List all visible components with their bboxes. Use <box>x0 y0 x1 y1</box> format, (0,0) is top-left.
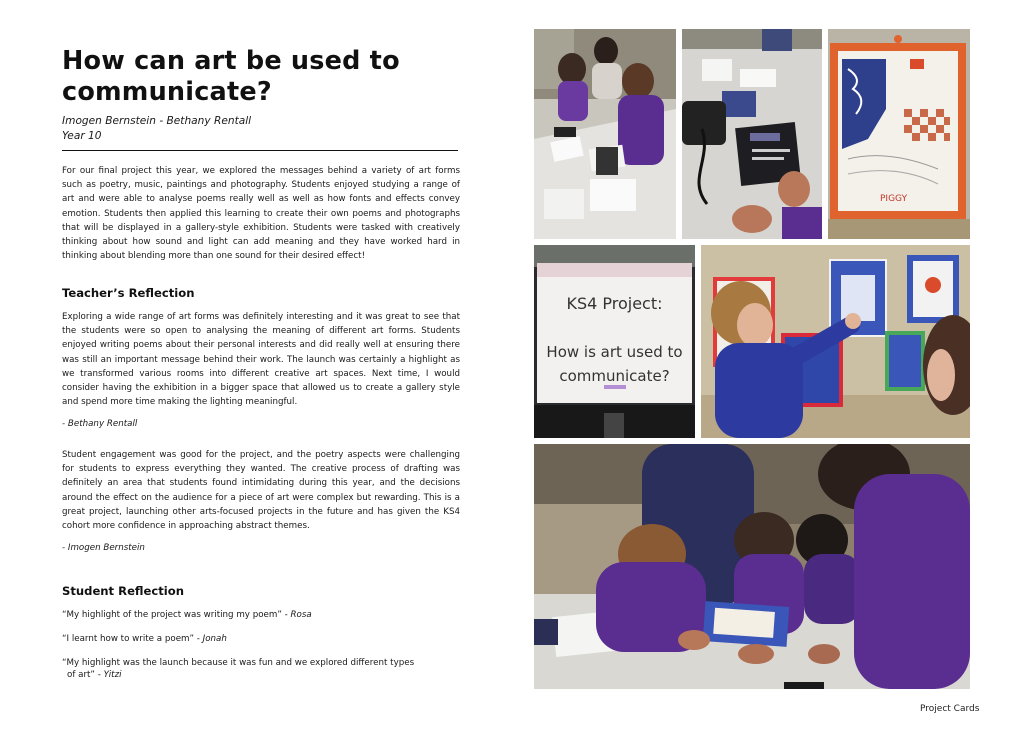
photo-project-slide <box>534 245 695 438</box>
quote-author: Jonah <box>202 634 227 644</box>
article-column <box>62 46 460 263</box>
quote-text: “My highlight was the launch because it was fun and we explored different types <box>62 658 415 668</box>
student-quote-yitzi <box>62 657 442 681</box>
quote-author: Rosa <box>290 610 312 620</box>
title-divider <box>62 150 458 151</box>
teacher-reflection-heading: Teacher’s Reflection <box>62 286 195 300</box>
artwork-label: PIGGY <box>880 194 908 204</box>
slide-question-line-1: How is art used to <box>546 343 683 361</box>
quote-text: “My highlight of the project was writing my poem” - <box>62 610 291 620</box>
student-quote-jonah <box>62 633 227 645</box>
quote-text: of art” - <box>67 670 104 680</box>
year-group: Year 10 <box>62 130 102 142</box>
signature-imogen: - Imogen Bernstein <box>62 543 145 553</box>
photo-framed-artwork <box>828 29 970 239</box>
student-reflection-heading: Student Reflection <box>62 584 184 598</box>
teacher-reflection-paragraph-1: Exploring a wide range of art forms was definitely interesting and it was great to see that the students were so open to analysing the meaning of different art forms. Students enjoyed writing poems about their personal interests and did really well at ensuring there was still an important message behind their work. The launch was certainly a highlight as we transformed various rooms into different creative art spaces. Next time, I would consider having the exhibition in a bigger space that allowed us to create a gallery style and spend more time making the lighting meaningful. <box>62 312 460 408</box>
quote-text: “I learnt how to write a poem” - <box>62 634 203 644</box>
teacher-reflection-paragraph-2: Student engagement was good for the project, and the poetry aspects were challenging for students to express everything they wanted. The creative process of drafting was definitely an area that students found intimidating during this year, and the decisions around the effect on the audience for a piece of art were complex but rewarding. This is a great project, launching other arts-focused projects in the future and has given the KS4 cohort more confidence in approaching abstract themes. <box>62 450 460 532</box>
slide-question-line-2: communicate? <box>559 367 670 385</box>
photo-student-at-display <box>701 245 970 438</box>
slide-title: KS4 Project: <box>566 294 663 313</box>
photo-students-reading <box>534 29 676 239</box>
authors: Imogen Bernstein - Bethany Rentall <box>62 115 252 127</box>
intro-paragraph: For our final project this year, we explored the messages behind a variety of art forms such as poetry, music, paintings and photography. Students enjoyed studying a range of art and were able to analyse poems really well as well as how fonts and effects convey emotion. Students then applied this learning to create their own poems and photographs that will be displayed in a gallery-style exhibition. Students were tasked with creatively thinking about how sound and light can add meaning and they have worked hard in thinking about blending more than one sound for their desired effect! <box>62 166 460 262</box>
photo-group-at-table <box>534 444 970 689</box>
student-quote-rosa <box>62 609 312 621</box>
footer-label: Project Cards <box>920 704 980 714</box>
signature-bethany: - Bethany Rentall <box>62 419 138 429</box>
photo-hands-on-cards <box>682 29 822 239</box>
quote-author: Yitzi <box>103 670 122 680</box>
page-title: How can art be used to communicate? <box>62 46 400 107</box>
